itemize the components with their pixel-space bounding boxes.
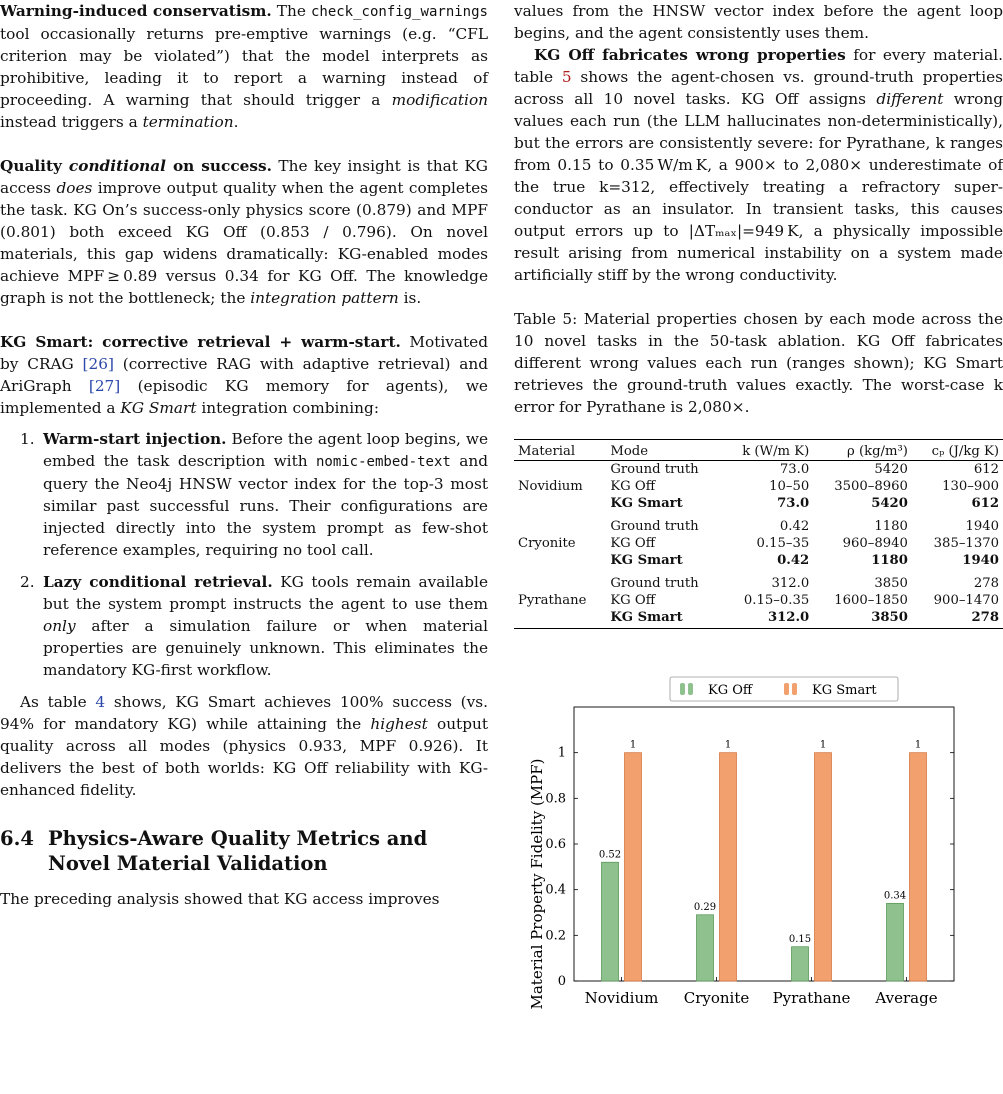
mode-cell: KG Smart [610,553,683,568]
list-item: 2. Lazy conditional retrieval. KG tools remain available but the system prompt instructs the agent to use them only after a simulation failure or when material properties are genuinely unknown. This eliminates the mandatory KG-first workflow. [20,573,488,679]
value-cell: 278 [971,610,999,625]
citation-link[interactable]: [27] [88,377,121,395]
legend-label: KG Off [708,683,753,698]
value-cell: 0.42 [779,519,810,534]
y-tick-label: 1 [557,745,566,761]
legend-swatch [792,683,797,695]
data-label: 1 [914,739,922,751]
value-cell: 1180 [871,553,908,568]
value-cell: 0.15–0.35 [743,593,810,608]
data-label: 0.34 [883,890,907,902]
header-material: Material [518,444,576,459]
table-row [514,552,1003,572]
value-cell: 0.42 [777,553,810,568]
table-row [514,609,1003,626]
y-axis-label: Material Property Fidelity (MPF) [528,758,546,1010]
value-cell: 612 [973,462,999,477]
kg-smart-list [0,428,488,681]
value-cell: 612 [971,496,999,511]
legend-label: KG Smart [812,683,877,698]
right-column [514,0,1003,1010]
table-row [514,478,1003,495]
table-ref-link[interactable]: 4 [95,693,106,711]
table-container [514,439,1003,629]
x-tick-label: Novidium [584,989,659,1007]
value-cell: 130–900 [942,479,999,494]
table-row [514,592,1003,609]
value-cell: 5420 [871,496,908,511]
mpf-bar-chart [514,675,1003,1075]
data-label: 0.15 [788,933,812,945]
value-cell: 278 [973,576,999,591]
value-cell: 1940 [962,553,999,568]
bar-kg-off [697,915,714,981]
bar-kg-smart [910,753,927,981]
properties-table [514,443,1003,626]
value-cell: 3850 [874,576,908,591]
value-cell: 1180 [874,519,908,534]
mode-cell: KG Off [610,479,656,494]
table-row [514,461,1003,479]
y-tick-label: 0 [557,974,566,989]
legend-swatch [784,683,789,695]
mode-cell: KG Smart [610,610,683,625]
material-cell [514,495,606,515]
citation-link[interactable]: [26] [82,355,114,373]
bar-kg-smart [625,753,642,981]
mode-cell: KG Off [610,536,656,551]
paragraph-kg-off-fabricates: KG Off fabricates wrong properties for every material. table 5 shows the agent-chosen vs. ground-truth properties across all 10 novel tasks. KG Off assigns different wrong values each run (the LLM hallucinates non-deterministically), but the errors are consistently severe: for Pyrathane, k ranges from 0.15 to 0.35 W/m K, a 900× to 2,080× underestimate of the true k=312, effectively treating a refractory super-conductor as an insulator. In transient tasks, this causes output errors up to |ΔTₘₐₓ|=949 K, a physically impossible result arising from numerical instability on a system made artificially stiff by the wrong conductivity. [514,46,1003,284]
table-ref-link[interactable]: 5 [561,68,572,86]
legend-swatch [688,683,693,695]
bar-kg-smart [720,753,737,981]
table-caption: Table 5: Material properties chosen by each mode across the 10 novel tasks in the 50-task ablation. KG Off fabricates different wrong values each run (ranges shown); KG Smart retrieves the ground-truth values exactly. The worst-case k error for Pyrathane is 2,080×. [514,310,1003,416]
paragraph-preceding: The preceding analysis showed that KG access improves [0,890,440,908]
bar-kg-off [887,903,904,981]
value-cell: 1600–1850 [834,593,908,608]
y-tick-label: 0.4 [545,882,566,898]
value-cell: 312.0 [771,576,810,591]
table-row [514,515,1003,535]
material-cell [514,552,606,572]
mode-cell: Ground truth [610,462,699,477]
paragraph-results: As table 4 shows, KG Smart achieves 100% success (vs. 94% for mandatory KG) while attaining the highest output quality across all modes (physics 0.933, MPF 0.926). It delivers the best of both worlds: KG Off reliability with KG-enhanced fidelity. [0,693,488,799]
value-cell: 900–1470 [933,593,999,608]
paragraph-continued: values from the HNSW vector index before the agent loop begins, and the agent consistently uses them. [514,2,1003,42]
paragraph-warning-conservatism: Warning-induced conservatism. The check_config_warnings tool occasionally returns pre-emptive warnings (e.g. “CFL criterion may be violated”) that the model interprets as prohibitive, leading it to report a warning instead of proceeding. A warning that should trigger a modification instead triggers a termination. [0,2,488,131]
value-cell: 0.15–35 [756,536,810,551]
data-label: 1 [724,739,732,751]
table-row [514,535,1003,552]
bar-kg-smart [815,753,832,981]
value-cell: 73.0 [779,462,810,477]
paragraph-kg-smart: KG Smart: corrective retrieval + warm-start. Motivated by CRAG [26] (corrective RAG with adaptive retrieval) and AriGraph [27] (episodic KG memory for agents), we implemented a KG Smart integration combining: [0,333,489,417]
x-tick-label: Average [875,989,938,1007]
x-tick-label: Cryonite [683,989,750,1007]
mode-cell: KG Smart [610,496,683,511]
material-cell [514,572,606,592]
bar-kg-off [792,947,809,981]
y-tick-label: 0.6 [545,837,566,852]
value-cell: 960–8940 [842,536,908,551]
data-label: 0.29 [693,901,717,913]
value-cell: 5420 [874,462,908,477]
header-mode: Mode [610,444,649,459]
material-cell [514,609,606,626]
mode-cell: Ground truth [610,576,699,591]
x-tick-label: Pyrathane [772,989,851,1007]
paragraph-quality-conditional: Quality conditional on success. The key insight is that KG access does improve output quality when the agent completes the task. KG On’s success-only physics score (0.879) and MPF (0.801) both exceed KG Off (0.853 / 0.796). On novel materials, this gap widens dramatically: KG-enabled modes achieve MPF ≥ 0.89 versus 0.34 for KG Off. The knowledge graph is not the bottleneck; the integration pattern is. [0,157,488,307]
value-cell: 1940 [965,519,999,534]
legend-swatch [680,683,685,695]
value-cell: 10–50 [769,479,810,494]
header-cp: cₚ (J/kg K) [931,444,999,459]
table-row [514,572,1003,592]
chart-container [514,675,1003,1075]
list-item: 1. Warm-start injection. Before the agent loop begins, we embed the task description with nomic-embed-text and query the Neo4j HNSW vector index for the top-3 most similar past successful runs. Their configurations are injected directly into the system prompt as few-shot reference examples, requiring no tool call. [20,430,488,559]
value-cell: 3850 [871,610,908,625]
bar-kg-off [602,862,619,981]
header-k: k (W/m K) [742,444,810,459]
material-cell: Pyrathane [518,593,587,608]
y-tick-label: 0.2 [545,928,566,944]
section-heading: 6.4 Physics-Aware Quality Metrics and Novel Material Validation [0,827,428,875]
data-label: 1 [629,739,637,751]
mode-cell: Ground truth [610,519,699,534]
value-cell: 385–1370 [933,536,999,551]
material-cell: Novidium [518,479,583,494]
material-cell [514,461,606,479]
material-cell: Cryonite [518,536,576,551]
mode-cell: KG Off [610,593,656,608]
material-cell [514,515,606,535]
table-row [514,495,1003,515]
value-cell: 3500–8960 [834,479,908,494]
left-column [0,0,488,910]
header-rho: ρ (kg/m³) [847,444,908,459]
table-header-row [514,443,1003,461]
data-label: 0.52 [598,849,622,861]
data-label: 1 [819,739,827,751]
value-cell: 312.0 [767,610,810,625]
value-cell: 73.0 [777,496,810,511]
y-tick-label: 0.8 [545,791,566,807]
